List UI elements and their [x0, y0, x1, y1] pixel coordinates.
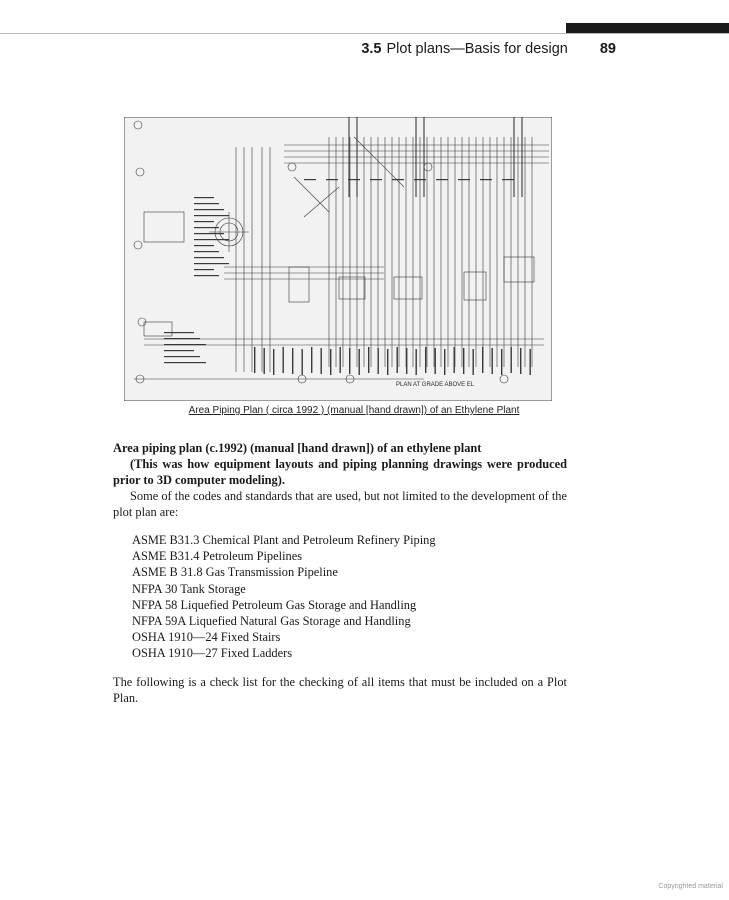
section-number: 3.5	[361, 41, 382, 57]
closing-paragraph: The following is a check list for the checking of all items that must be included on a Plot Plan.	[113, 674, 567, 705]
header-bar	[566, 23, 729, 33]
figure-caption-text: Area Piping Plan ( circa 1992 ) (manual [hand drawn]) of an Ethylene Plant	[188, 405, 520, 416]
code-item: NFPA 58 Liquefied Petroleum Gas Storage and Handling	[132, 597, 417, 612]
piping-plan-drawing	[124, 117, 552, 401]
codes-list	[132, 532, 567, 662]
code-item: OSHA 1910—27 Fixed Ladders	[132, 646, 293, 661]
section-heading: Area piping plan (c.1992) (manual [hand drawn]) of an ethylene plant	[113, 441, 482, 455]
code-item: ASME B31.3 Chemical Plant and Petroleum Refinery Piping	[132, 533, 436, 547]
header-rule	[0, 33, 729, 34]
plan-title-label: PLAN AT GRADE ABOVE EL	[396, 382, 475, 388]
section-title: Plot plans—Basis for design	[386, 41, 568, 57]
code-item: ASME B31.4 Petroleum Pipelines	[132, 549, 303, 564]
running-head	[300, 40, 616, 58]
copyright-watermark: Copyrighted material	[658, 883, 723, 890]
page-number: 89	[599, 41, 616, 57]
figure-caption	[112, 405, 596, 416]
bold-note: (This was how equipment layouts and piping planning drawings were produced prior to 3D computer modeling).	[113, 457, 567, 487]
code-item: OSHA 1910—24 Fixed Stairs	[132, 630, 281, 645]
code-item: NFPA 59A Liquefied Natural Gas Storage and Handling	[132, 614, 411, 629]
code-item: ASME B 31.8 Gas Transmission Pipeline	[132, 565, 338, 580]
piping-plan-figure	[124, 117, 552, 401]
code-item: NFPA 30 Tank Storage	[132, 581, 246, 596]
body-text	[113, 440, 567, 706]
intro-paragraph: Some of the codes and standards that are used, but not limited to the development of the plot plan are:	[113, 489, 567, 519]
